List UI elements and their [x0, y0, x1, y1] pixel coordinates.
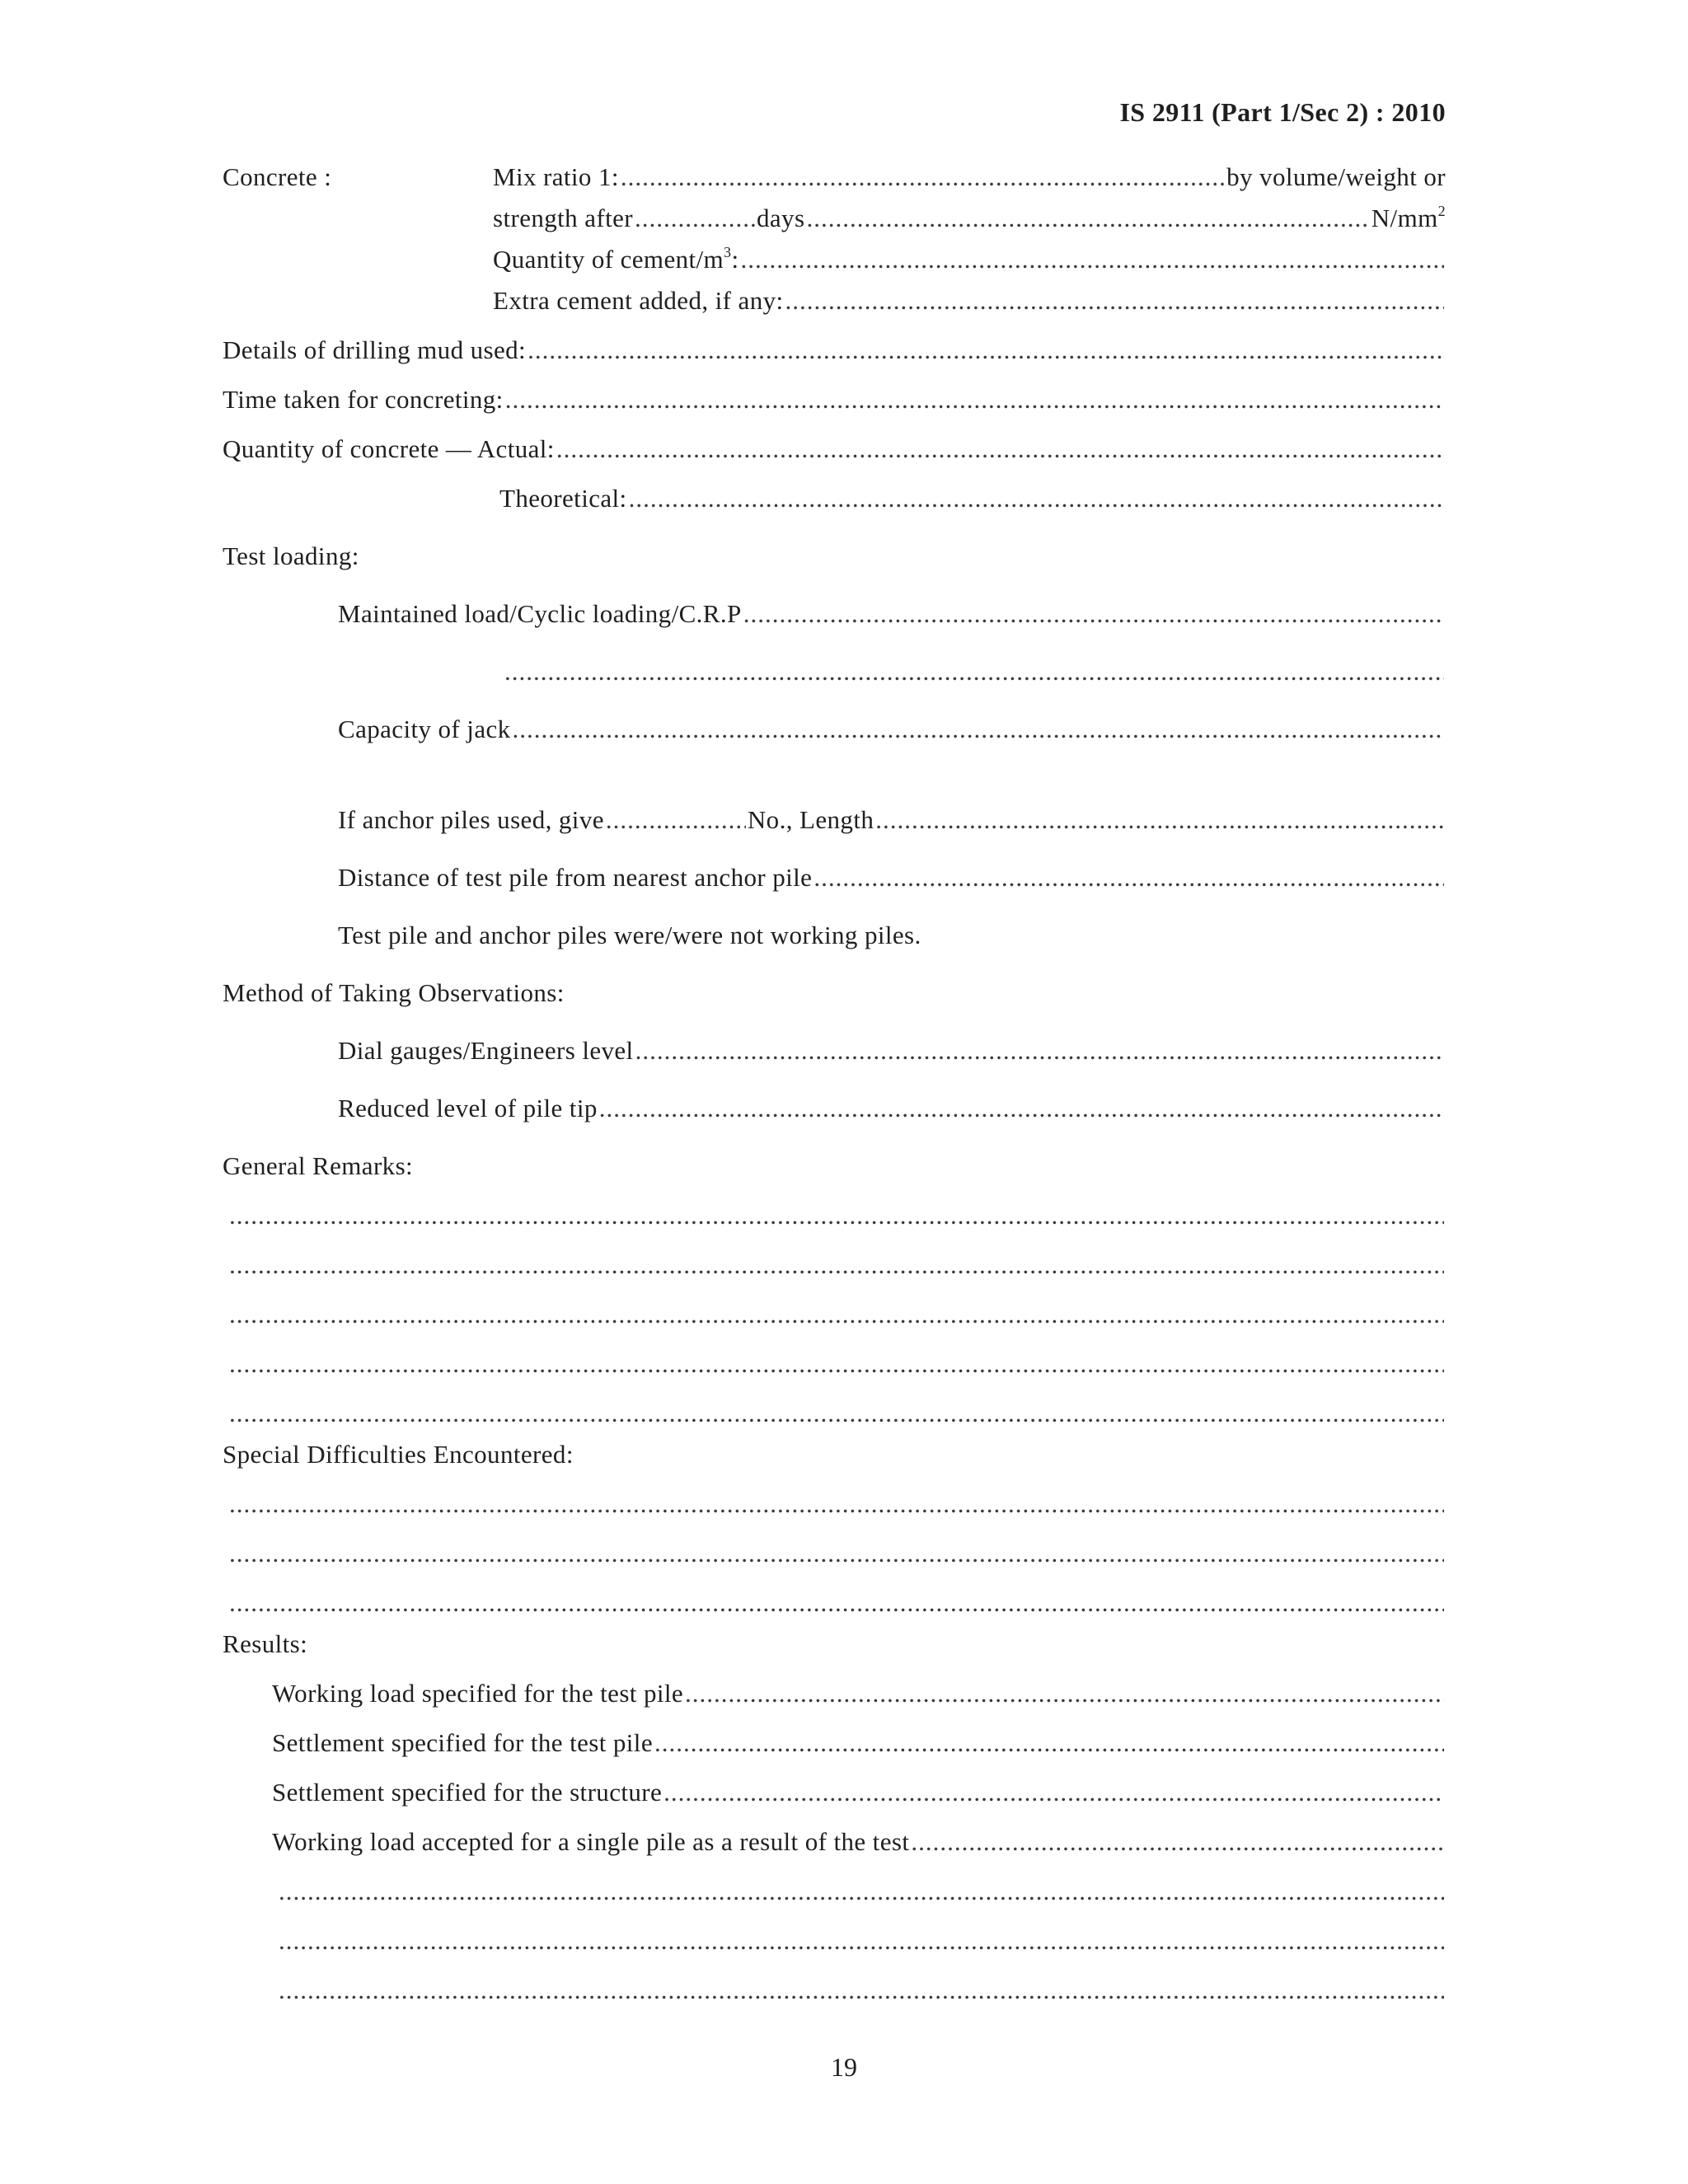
cement-quantity-line [493, 244, 1446, 275]
working-load-specified-field[interactable] [685, 1678, 1444, 1709]
time-concreting-label: Time taken for concreting: [223, 385, 504, 414]
mix-ratio-field[interactable] [621, 162, 1225, 193]
working-load-accepted-label: Working load accepted for a single pile as a result of the test [272, 1827, 910, 1856]
special-difficulties-heading-line [223, 1439, 574, 1470]
drilling-mud-field[interactable] [528, 335, 1444, 366]
anchor-length-field[interactable] [875, 804, 1444, 836]
strength-line [493, 203, 1446, 234]
results-continuation-line [277, 1975, 1446, 2006]
quantity-actual-field[interactable] [556, 434, 1444, 465]
time-concreting-field[interactable] [505, 384, 1444, 415]
results-continuation-field[interactable] [279, 1876, 1444, 1907]
quantity-actual-label: Quantity of concrete — Actual: [223, 434, 555, 463]
general-remarks-line [227, 1249, 1446, 1281]
dial-gauges-line [338, 1035, 1446, 1066]
quantity-actual-line [223, 434, 1446, 465]
anchor-piles-line [338, 804, 1446, 836]
results-heading: Results: [223, 1629, 308, 1658]
special-difficulties-line [227, 1488, 1446, 1520]
working-load-accepted-line [272, 1826, 1446, 1858]
jack-capacity-field[interactable] [513, 714, 1444, 745]
dial-gauges-label: Dial gauges/Engineers level [338, 1036, 634, 1065]
mix-ratio-unit: by volume/weight or [1226, 162, 1446, 191]
extra-cement-label: Extra cement added, if any: [493, 286, 784, 315]
days-label: days [757, 204, 805, 232]
anchor-piles-label: If anchor piles used, give [338, 805, 604, 834]
anchor-distance-line [338, 862, 1446, 893]
quantity-theoretical-field[interactable] [629, 483, 1444, 514]
general-remarks-line [227, 1200, 1446, 1231]
special-difficulties-heading: Special Difficulties Encountered: [223, 1440, 574, 1469]
special-difficulties-line [227, 1587, 1446, 1619]
results-continuation-line [277, 1876, 1446, 1907]
load-type-label: Maintained load/Cyclic loading/C.R.P [338, 599, 742, 628]
load-type-field[interactable] [743, 598, 1444, 630]
load-type-continuation-field[interactable] [504, 656, 1444, 687]
mix-ratio-line [493, 162, 1446, 193]
special-difficulties-field[interactable] [229, 1587, 1444, 1619]
results-continuation-field[interactable] [279, 1925, 1444, 1957]
settlement-structure-field[interactable] [663, 1777, 1444, 1808]
cement-quantity-field[interactable] [740, 244, 1444, 275]
working-load-accepted-field[interactable] [911, 1826, 1444, 1858]
cement-quantity-label: Quantity of cement/$m^3$: [493, 244, 739, 274]
jack-capacity-label: Capacity of jack [338, 715, 511, 743]
strength-value-field[interactable] [806, 203, 1369, 234]
general-remarks-field[interactable] [229, 1398, 1444, 1429]
reduced-level-line [338, 1093, 1446, 1124]
anchor-count-field[interactable] [606, 804, 746, 836]
test-loading-heading: Test loading: [223, 541, 359, 570]
mix-ratio-label: Mix ratio 1: [493, 162, 619, 191]
settlement-pile-label: Settlement specified for the test pile [272, 1728, 653, 1757]
quantity-theoretical-line [499, 483, 1446, 514]
drilling-mud-line [223, 335, 1446, 366]
anchor-distance-label: Distance of test pile from nearest anchor pile [338, 863, 813, 892]
working-load-specified-label: Working load specified for the test pile [272, 1679, 684, 1708]
working-piles-line [338, 920, 921, 951]
extra-cement-field[interactable] [785, 285, 1444, 316]
special-difficulties-field[interactable] [229, 1488, 1444, 1520]
general-remarks-heading-line [223, 1151, 413, 1182]
strength-after-label: strength after [493, 204, 633, 232]
load-type-continuation-line [503, 656, 1446, 687]
general-remarks-line [227, 1299, 1446, 1330]
strength-days-field[interactable] [635, 203, 755, 234]
observations-heading-line [223, 977, 565, 1009]
settlement-structure-line [272, 1777, 1446, 1808]
general-remarks-heading: General Remarks: [223, 1151, 414, 1180]
observations-heading: Method of Taking Observations: [223, 978, 565, 1007]
general-remarks-field[interactable] [229, 1348, 1444, 1380]
results-heading-line [223, 1629, 307, 1660]
results-continuation-line [277, 1925, 1446, 1957]
jack-capacity-line [338, 714, 1446, 745]
document-header: IS 2911 (Part 1/Sec 2) : 2010 [1119, 97, 1446, 127]
settlement-pile-line [272, 1727, 1446, 1759]
concrete-label-line [223, 162, 331, 193]
special-difficulties-field[interactable] [229, 1538, 1444, 1569]
drilling-mud-label: Details of drilling mud used: [223, 335, 527, 364]
extra-cement-line [493, 285, 1446, 316]
working-load-specified-line [272, 1678, 1446, 1709]
quantity-theoretical-label: Theoretical: [499, 484, 627, 513]
results-continuation-field[interactable] [279, 1975, 1444, 2006]
settlement-structure-label: Settlement specified for the structure [272, 1778, 663, 1807]
settlement-pile-field[interactable] [654, 1727, 1444, 1759]
dial-gauges-field[interactable] [635, 1035, 1444, 1066]
special-difficulties-line [227, 1538, 1446, 1569]
general-remarks-line [227, 1398, 1446, 1429]
reduced-level-label: Reduced level of pile tip [338, 1094, 598, 1122]
general-remarks-field[interactable] [229, 1200, 1444, 1231]
working-piles-statement: Test pile and anchor piles were/were not working piles. [338, 921, 921, 949]
reduced-level-field[interactable] [599, 1093, 1444, 1124]
general-remarks-field[interactable] [229, 1299, 1444, 1330]
time-concreting-line [223, 384, 1446, 415]
anchor-no-length-label: No., Length [747, 805, 874, 834]
page-number: 19 [831, 2052, 857, 2082]
anchor-distance-field[interactable] [814, 862, 1444, 893]
general-remarks-field[interactable] [229, 1249, 1444, 1281]
strength-unit: $N/mm^2$ [1371, 203, 1446, 232]
concrete-label: Concrete : [223, 162, 332, 191]
general-remarks-line [227, 1348, 1446, 1380]
load-type-line [338, 598, 1446, 630]
test-loading-heading-line [223, 541, 359, 572]
